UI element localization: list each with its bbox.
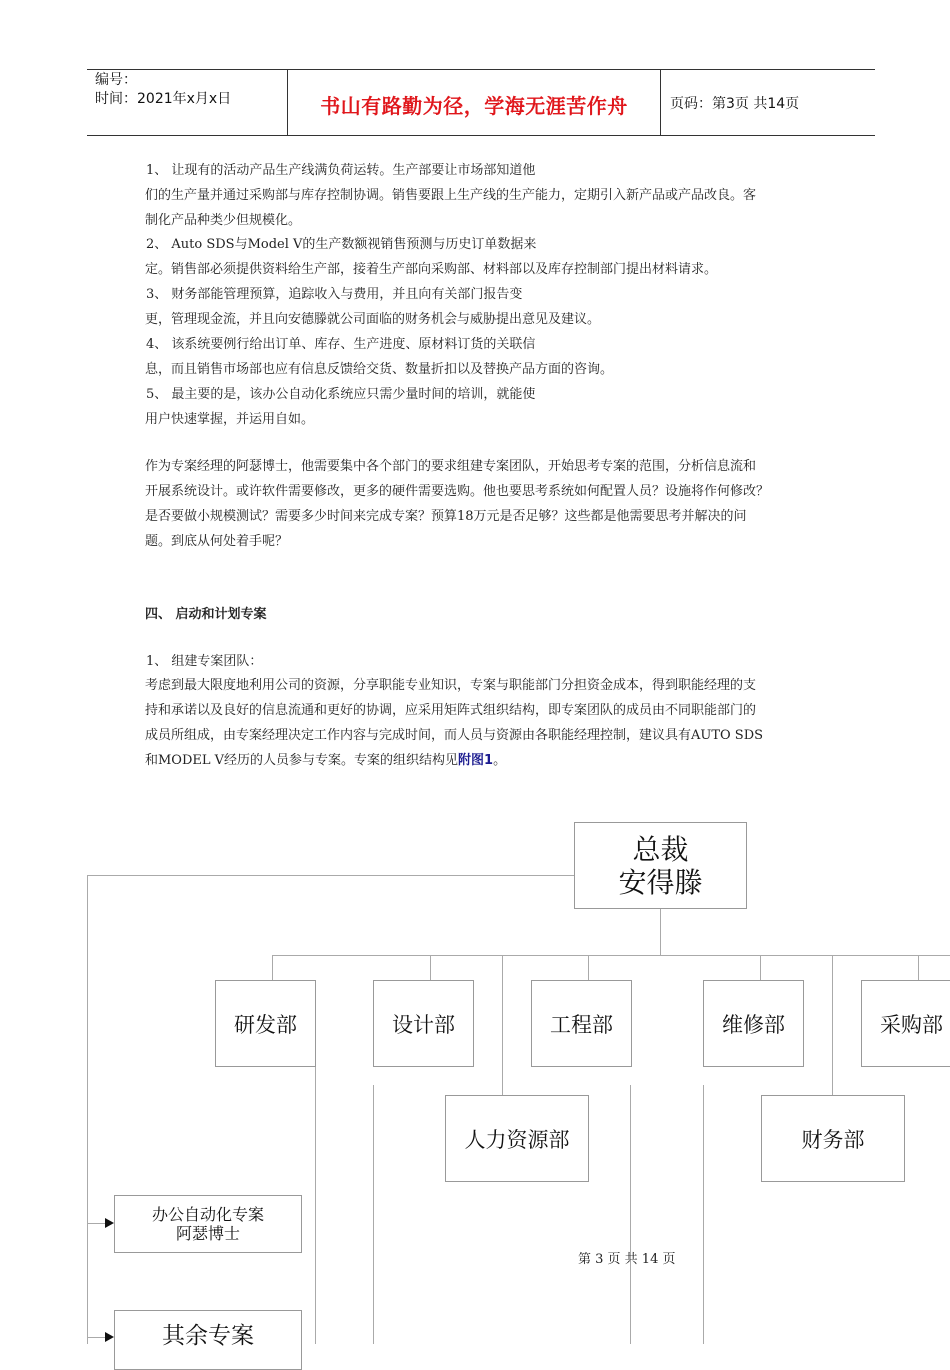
department-box: 采购部	[861, 980, 950, 1067]
document-number-label: 编号：	[95, 72, 137, 88]
connector-line	[502, 955, 503, 1096]
matrix-line	[630, 1085, 631, 1344]
department-box: 人力资源部	[445, 1095, 589, 1182]
subsection-heading: 1、 组建专案团队：	[146, 654, 263, 669]
ceo-box	[574, 822, 747, 909]
matrix-line	[315, 1066, 316, 1344]
connector-line	[87, 1223, 107, 1224]
team-paragraph-line: 持和承诺以及良好的信息流通和更好的协调，应采用矩阵式组织结构，即专案团队的成员由不同职能部门的	[145, 703, 757, 718]
department-box: 财务部	[761, 1095, 905, 1182]
last-line-end: 。	[493, 753, 507, 768]
item-line: 5、 最主要的是，该办公自动化系统应只需少量时间的培训，就能使	[146, 387, 536, 402]
item-line: 1、 让现有的活动产品生产线满负荷运转。生产部要让市场部知道他	[146, 163, 536, 178]
team-paragraph-line: 考虑到最大限度地利用公司的资源，分享职能专业知识，专案与职能部门分担资金成本，得到职能经理的支	[145, 678, 757, 693]
item-line: 3、 财务部能管理预算，追踪收入与费用，并且向有关部门报告变	[146, 287, 523, 302]
item-line: 4、 该系统要例行给出订单、库存、生产进度、原材料订货的关联信	[146, 337, 536, 352]
project-title: 办公自动化专案	[151, 1205, 264, 1224]
item-line: 2、 Auto SDS与Model V的生产数额视销售预测与历史订单数据来	[146, 237, 537, 252]
document-time-label: 时间：2021年x月x日	[95, 91, 232, 107]
connector-line	[660, 908, 661, 955]
header-bottom-rule	[87, 135, 875, 136]
connector-line	[87, 875, 575, 876]
paragraph-line: 题。到底从何处着手呢？	[145, 534, 289, 549]
header-divider	[660, 69, 661, 136]
paragraph-line: 作为专案经理的阿瑟博士，他需要集中各个部门的要求组建专案团队，开始思考专案的范围，分析信息流和	[145, 459, 757, 474]
connector-line	[272, 955, 273, 981]
header-motto: 书山有路勤为径，学海无涯苦作舟	[320, 94, 628, 118]
item-line: 息，而且销售市场部也应有信息反馈给交货、数量折扣以及替换产品方面的咨询。	[145, 362, 614, 377]
figure-reference-link[interactable]: 附图1	[458, 753, 494, 768]
ceo-name: 安得滕	[618, 865, 703, 899]
department-box: 维修部	[703, 980, 804, 1067]
item-line: 用户快速掌握，并运用自如。	[145, 412, 315, 427]
project-title: 其余专案	[162, 1323, 254, 1349]
project-manager: 阿瑟博士	[175, 1224, 240, 1243]
item-line: 们的生产量并通过采购部与库存控制协调。销售要跟上生产线的生产能力，定期引入新产品或产品改良。客	[145, 188, 757, 203]
connector-line	[87, 1337, 107, 1338]
project-box	[114, 1195, 302, 1253]
connector-line	[430, 955, 431, 981]
project-box	[114, 1310, 302, 1370]
connector-line	[588, 955, 589, 981]
department-box: 工程部	[531, 980, 632, 1067]
ceo-title: 总裁	[632, 832, 689, 866]
matrix-line	[373, 1085, 374, 1344]
item-line: 制化产品种类少但规模化。	[145, 213, 302, 228]
connector-line	[832, 955, 833, 1096]
arrow-right-icon	[105, 1332, 114, 1342]
connector-line	[272, 955, 950, 956]
page-footer: 第 3 页 共 14 页	[578, 1252, 676, 1267]
department-box: 研发部	[215, 980, 316, 1067]
item-line: 定。销售部必须提供资料给生产部，接着生产部向采购部、材料部以及库存控制部门提出材料请求。	[145, 262, 718, 277]
matrix-line	[703, 1085, 704, 1344]
header-page-number: 页码：第3页 共14页	[670, 96, 800, 112]
section-heading: 四、 启动和计划专案	[145, 607, 267, 622]
header-top-rule	[87, 69, 875, 70]
last-line-text: 和MODEL V经历的人员参与专案。专案的组织结构见	[145, 753, 459, 768]
connector-line	[87, 875, 88, 1344]
team-paragraph-line: 成员所组成，由专案经理决定工作内容与完成时间，而人员与资源由各职能经理控制，建议具有AUTO SDS	[145, 728, 764, 743]
connector-line	[760, 955, 761, 981]
team-paragraph-last-line	[145, 753, 506, 769]
connector-line	[918, 955, 919, 981]
header-meta	[95, 71, 231, 109]
paragraph-line: 开展系统设计。或许软件需要修改，更多的硬件需要选购。他也要思考系统如何配置人员？设施将作何修改？	[145, 484, 770, 499]
arrow-right-icon	[105, 1218, 114, 1228]
department-box: 设计部	[373, 980, 474, 1067]
item-line: 更，管理现金流，并且向安德滕就公司面临的财务机会与威胁提出意见及建议。	[145, 312, 601, 327]
paragraph-line: 是否要做小规模测试？需要多少时间来完成专案？预算18万元是否足够？这些都是他需要思考并解决的问	[145, 509, 747, 524]
